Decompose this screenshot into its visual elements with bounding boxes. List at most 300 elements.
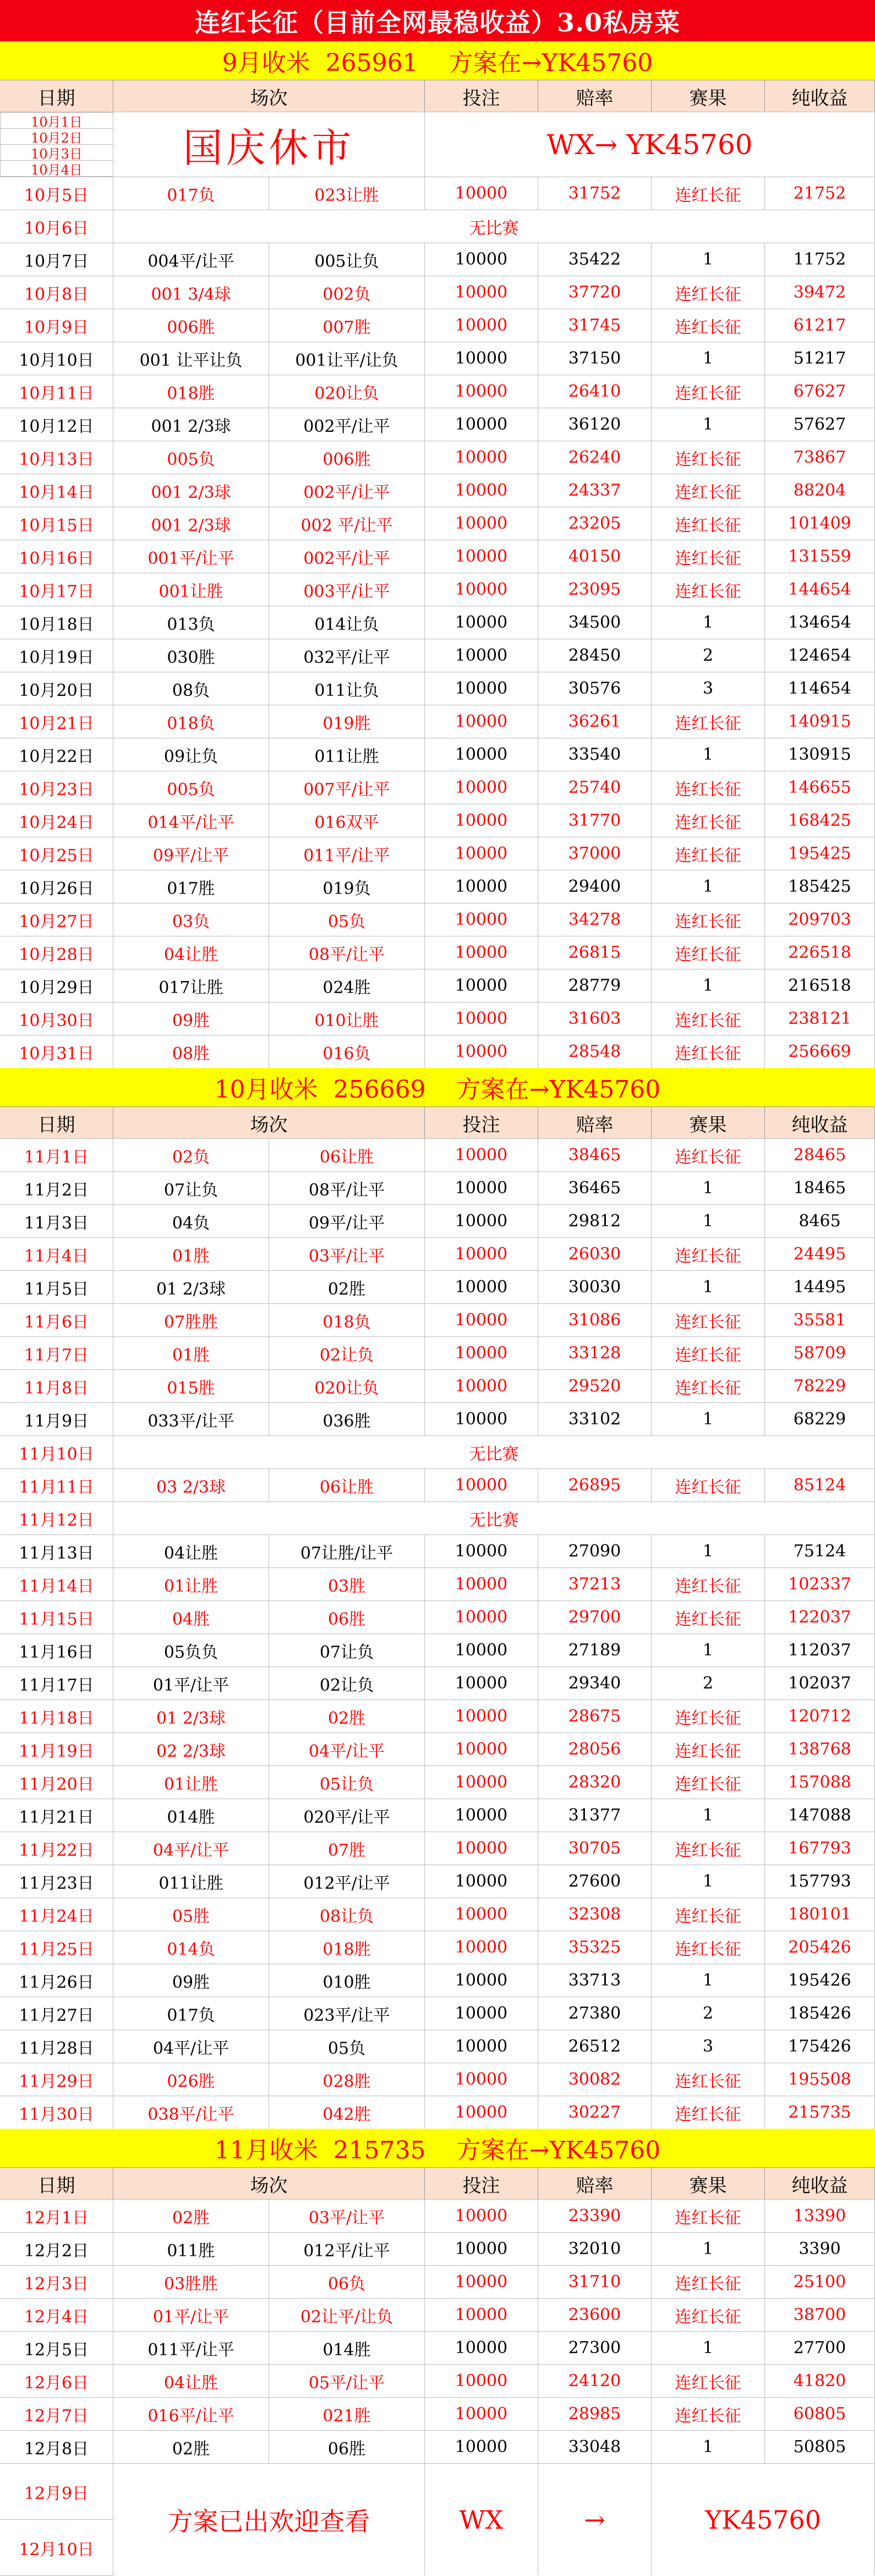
match-pick-1: 01 2/3球 — [113, 1271, 269, 1303]
row-profit: 167793 — [765, 1832, 875, 1865]
row-date: 11月29日 — [0, 2063, 113, 2096]
row-bet: 10000 — [425, 2299, 538, 2331]
row-date: 10月21日 — [0, 705, 113, 738]
match-pick-2: 001让平/让负 — [269, 342, 425, 375]
row-result: 连红长征 — [652, 1002, 765, 1035]
row-profit: 60805 — [765, 2398, 875, 2430]
row-profit: 140915 — [765, 705, 875, 738]
row-odds: 27300 — [538, 2332, 652, 2364]
match-pick-2: 016负 — [269, 1035, 425, 1068]
row-date: 10月7日 — [0, 243, 113, 276]
row-date: 11月25日 — [0, 1931, 113, 1964]
header-odds: 赔率 — [538, 80, 652, 112]
row-odds: 29700 — [538, 1601, 652, 1634]
match-pick-2: 032平/让平 — [269, 639, 425, 672]
row-date: 11月15日 — [0, 1601, 113, 1634]
row-profit: 35581 — [765, 1304, 875, 1336]
row-profit: 11752 — [765, 243, 875, 276]
match-pick-2: 011让负 — [269, 672, 425, 705]
row-odds: 31603 — [538, 1002, 652, 1035]
month-summary-text: 10月收米 256669 方案在→YK45760 — [214, 1076, 661, 1104]
row-result: 连红长征 — [652, 2063, 765, 2096]
row-bet: 10000 — [425, 1304, 538, 1336]
match-pick-1: 017让胜 — [113, 969, 269, 1002]
row-date: 10月9日 — [0, 309, 113, 342]
row-odds: 24120 — [538, 2365, 652, 2397]
table-row — [0, 1035, 875, 1068]
row-bet: 10000 — [425, 1535, 538, 1567]
row-bet: 10000 — [425, 1898, 538, 1931]
match-pick-1: 01让胜 — [113, 1766, 269, 1799]
footer-wx: WX — [425, 2464, 538, 2575]
row-odds: 31710 — [538, 2266, 652, 2298]
row-date: 10月28日 — [0, 936, 113, 969]
row-bet: 10000 — [425, 1205, 538, 1237]
row-result: 连红长征 — [652, 1238, 765, 1270]
row-bet: 10000 — [425, 2431, 538, 2463]
match-pick-1: 017胜 — [113, 870, 269, 903]
row-bet: 10000 — [425, 1634, 538, 1667]
row-profit: 134654 — [765, 606, 875, 639]
match-pick-2: 014胜 — [269, 2332, 425, 2364]
match-pick-1: 014负 — [113, 1931, 269, 1964]
row-odds: 23205 — [538, 507, 652, 540]
row-profit: 215735 — [765, 2096, 875, 2129]
row-result: 连红长征 — [652, 1337, 765, 1369]
row-bet: 10000 — [425, 1172, 538, 1204]
table-row — [0, 2199, 875, 2232]
match-pick-2: 05负 — [269, 903, 425, 936]
table-row — [0, 672, 875, 705]
row-profit: 144654 — [765, 573, 875, 606]
row-bet: 10000 — [425, 1799, 538, 1832]
row-bet: 10000 — [425, 837, 538, 870]
table-header — [0, 2167, 875, 2200]
row-date: 11月20日 — [0, 1766, 113, 1799]
row-result: 连红长征 — [652, 1035, 765, 1068]
table-row — [0, 903, 875, 936]
row-odds: 35325 — [538, 1931, 652, 1964]
table-row — [0, 375, 875, 408]
row-result: 连红长征 — [652, 507, 765, 540]
header-bet: 投注 — [425, 80, 538, 112]
match-pick-2: 028胜 — [269, 2063, 425, 2096]
holiday-date: 10月1日 — [0, 112, 113, 129]
row-profit: 195508 — [765, 2063, 875, 2096]
table-row — [0, 2030, 875, 2063]
row-result: 1 — [652, 1865, 765, 1898]
match-pick-2: 010让胜 — [269, 1002, 425, 1035]
row-date: 10月15日 — [0, 507, 113, 540]
row-result: 连红长征 — [652, 276, 765, 309]
row-bet: 10000 — [425, 2200, 538, 2232]
row-bet: 10000 — [425, 1370, 538, 1402]
row-odds: 28985 — [538, 2398, 652, 2430]
row-bet: 10000 — [425, 1469, 538, 1501]
row-odds: 25740 — [538, 771, 652, 804]
row-odds: 37000 — [538, 837, 652, 870]
table-row — [0, 2364, 875, 2397]
row-date: 11月16日 — [0, 1634, 113, 1667]
row-result: 连红长征 — [652, 2299, 765, 2331]
row-bet: 10000 — [425, 969, 538, 1002]
match-pick-1: 01胜 — [113, 1337, 269, 1369]
row-date: 11月10日 — [0, 1436, 113, 1468]
table-row — [0, 177, 875, 210]
match-pick-1: 018负 — [113, 705, 269, 738]
row-profit: 14495 — [765, 1271, 875, 1303]
row-profit: 24495 — [765, 1238, 875, 1270]
row-result: 3 — [652, 672, 765, 705]
table-row — [0, 2096, 875, 2129]
row-odds: 30030 — [538, 1271, 652, 1303]
row-profit: 112037 — [765, 1634, 875, 1667]
row-bet: 10000 — [425, 507, 538, 540]
row-profit: 195426 — [765, 1964, 875, 1997]
table-row — [0, 408, 875, 441]
row-result: 连红长征 — [652, 2200, 765, 2232]
table-row — [0, 1534, 875, 1567]
row-result: 连红长征 — [652, 1832, 765, 1865]
row-bet: 10000 — [425, 1832, 538, 1865]
row-bet: 10000 — [425, 474, 538, 507]
row-result: 连红长征 — [652, 1931, 765, 1964]
row-profit: 157793 — [765, 1865, 875, 1898]
match-pick-1: 017负 — [113, 1997, 269, 2030]
match-pick-1: 014胜 — [113, 1799, 269, 1832]
row-date: 11月12日 — [0, 1502, 113, 1534]
row-date: 11月8日 — [0, 1370, 113, 1402]
row-bet: 10000 — [425, 2063, 538, 2096]
row-odds: 30705 — [538, 1832, 652, 1865]
row-profit: 209703 — [765, 903, 875, 936]
row-odds: 33048 — [538, 2431, 652, 2463]
row-odds: 28675 — [538, 1700, 652, 1733]
row-bet: 10000 — [425, 2233, 538, 2265]
table-row — [0, 2232, 875, 2265]
row-odds: 33540 — [538, 738, 652, 771]
row-bet: 10000 — [425, 1931, 538, 1964]
row-result: 连红长征 — [652, 2096, 765, 2129]
row-profit: 130915 — [765, 738, 875, 771]
row-result: 1 — [652, 969, 765, 1002]
match-pick-1: 004平/让平 — [113, 243, 269, 276]
footer-date: 12月10日 — [0, 2520, 113, 2576]
table-row — [0, 969, 875, 1002]
header-match: 场次 — [113, 1107, 425, 1139]
row-date: 12月1日 — [0, 2200, 113, 2232]
row-result: 1 — [652, 2431, 765, 2463]
match-pick-1: 01平/让平 — [113, 2299, 269, 2331]
row-bet: 10000 — [425, 1002, 538, 1035]
row-profit: 238121 — [765, 1002, 875, 1035]
row-bet: 10000 — [425, 2096, 538, 2129]
match-pick-1: 02胜 — [113, 2431, 269, 2463]
match-pick-2: 02胜 — [269, 1700, 425, 1733]
table-row — [0, 573, 875, 606]
row-date: 12月7日 — [0, 2398, 113, 2430]
match-pick-1: 01胜 — [113, 1238, 269, 1270]
row-odds: 29340 — [538, 1667, 652, 1700]
row-profit: 57627 — [765, 408, 875, 441]
table-row — [0, 1931, 875, 1964]
no-match-cell: 无比赛 — [113, 210, 875, 243]
row-date: 10月13日 — [0, 441, 113, 474]
match-pick-2: 003平/让平 — [269, 573, 425, 606]
row-bet: 10000 — [425, 1964, 538, 1997]
row-profit: 101409 — [765, 507, 875, 540]
row-result: 1 — [652, 243, 765, 276]
match-pick-2: 04平/让平 — [269, 1733, 425, 1766]
row-bet: 10000 — [425, 2030, 538, 2063]
row-odds: 31086 — [538, 1304, 652, 1336]
table-row — [0, 606, 875, 639]
match-pick-1: 018胜 — [113, 375, 269, 408]
row-bet: 10000 — [425, 1700, 538, 1733]
header-result: 赛果 — [652, 1107, 765, 1139]
row-profit: 3390 — [765, 2233, 875, 2265]
match-pick-1: 014平/让平 — [113, 804, 269, 837]
holiday-title: 国庆休市 — [113, 112, 425, 177]
table-row — [0, 1733, 875, 1766]
table-row — [0, 1336, 875, 1369]
match-pick-2: 005让负 — [269, 243, 425, 276]
match-pick-2: 05平/让平 — [269, 2365, 425, 2397]
row-profit: 195425 — [765, 837, 875, 870]
row-result: 连红长征 — [652, 705, 765, 738]
row-profit: 168425 — [765, 804, 875, 837]
match-pick-2: 05负 — [269, 2030, 425, 2063]
match-pick-1: 015胜 — [113, 1370, 269, 1402]
row-profit: 146655 — [765, 771, 875, 804]
table-row — [0, 1270, 875, 1303]
table-row — [0, 1567, 875, 1601]
row-result: 连红长征 — [652, 771, 765, 804]
row-odds: 29520 — [538, 1370, 652, 1402]
row-result: 1 — [652, 2233, 765, 2265]
table-row — [0, 1204, 875, 1237]
row-result: 1 — [652, 1271, 765, 1303]
table-row — [0, 837, 875, 870]
row-date: 10月30日 — [0, 1002, 113, 1035]
header-date: 日期 — [0, 80, 113, 112]
row-bet: 10000 — [425, 2332, 538, 2364]
match-pick-2: 018胜 — [269, 1931, 425, 1964]
row-result: 连红长征 — [652, 2266, 765, 2298]
row-date: 10月8日 — [0, 276, 113, 309]
row-date: 12月3日 — [0, 2266, 113, 2298]
row-bet: 10000 — [425, 705, 538, 738]
match-pick-1: 001 2/3球 — [113, 408, 269, 441]
table-row — [0, 705, 875, 738]
table-row — [0, 1237, 875, 1270]
row-profit: 67627 — [765, 375, 875, 408]
row-profit: 226518 — [765, 936, 875, 969]
header-match: 场次 — [113, 80, 425, 112]
row-profit: 39472 — [765, 276, 875, 309]
row-bet: 10000 — [425, 903, 538, 936]
row-odds: 35422 — [538, 243, 652, 276]
table-row — [0, 804, 875, 837]
match-pick-1: 016平/让平 — [113, 2398, 269, 2430]
header-bet: 投注 — [425, 1107, 538, 1139]
header-profit: 纯收益 — [765, 2168, 875, 2200]
row-odds: 36261 — [538, 705, 652, 738]
match-pick-1: 001 2/3球 — [113, 507, 269, 540]
header-bet: 投注 — [425, 2168, 538, 2200]
match-pick-1: 03 2/3球 — [113, 1469, 269, 1501]
match-pick-1: 04负 — [113, 1205, 269, 1237]
match-pick-2: 012平/让平 — [269, 2233, 425, 2265]
row-result: 1 — [652, 870, 765, 903]
row-bet: 10000 — [425, 1568, 538, 1601]
match-pick-1: 01平/让平 — [113, 1667, 269, 1700]
row-bet: 10000 — [425, 1035, 538, 1068]
match-pick-1: 011让胜 — [113, 1865, 269, 1898]
row-result: 连红长征 — [652, 1766, 765, 1799]
row-result: 3 — [652, 2030, 765, 2063]
row-date: 11月26日 — [0, 1964, 113, 1997]
row-date: 10月6日 — [0, 210, 113, 243]
row-odds: 28548 — [538, 1035, 652, 1068]
match-pick-2: 016双平 — [269, 804, 425, 837]
row-date: 11月14日 — [0, 1568, 113, 1601]
header-date: 日期 — [0, 2168, 113, 2200]
row-result: 连红长征 — [652, 1700, 765, 1733]
match-pick-2: 019胜 — [269, 705, 425, 738]
row-date: 11月9日 — [0, 1403, 113, 1435]
row-bet: 10000 — [425, 375, 538, 408]
match-pick-2: 06负 — [269, 2266, 425, 2298]
row-result: 连红长征 — [652, 1139, 765, 1171]
table-row — [0, 1898, 875, 1931]
table-row — [0, 2331, 875, 2364]
row-result: 连红长征 — [652, 1733, 765, 1766]
table-row — [0, 1501, 875, 1534]
match-pick-1: 09平/让平 — [113, 837, 269, 870]
row-profit: 102037 — [765, 1667, 875, 1700]
match-pick-1: 09让负 — [113, 738, 269, 771]
match-pick-2: 007胜 — [269, 309, 425, 342]
row-odds: 29812 — [538, 1205, 652, 1237]
match-pick-2: 018负 — [269, 1304, 425, 1336]
row-date: 11月7日 — [0, 1337, 113, 1369]
row-date: 12月4日 — [0, 2299, 113, 2331]
row-bet: 10000 — [425, 1733, 538, 1766]
row-date: 11月5日 — [0, 1271, 113, 1303]
row-date: 10月31日 — [0, 1035, 113, 1068]
match-pick-1: 07胜胜 — [113, 1304, 269, 1336]
row-result: 1 — [652, 2332, 765, 2364]
match-pick-1: 001 3/4球 — [113, 276, 269, 309]
match-pick-1: 02胜 — [113, 2200, 269, 2232]
table-row — [0, 1832, 875, 1865]
row-result: 连红长征 — [652, 837, 765, 870]
row-odds: 27380 — [538, 1997, 652, 2030]
table-row — [0, 1601, 875, 1634]
row-odds: 36465 — [538, 1172, 652, 1204]
row-bet: 10000 — [425, 606, 538, 639]
footer-block — [0, 2463, 875, 2575]
row-profit: 27700 — [765, 2332, 875, 2364]
match-pick-1: 011平/让平 — [113, 2332, 269, 2364]
match-pick-1: 033平/让平 — [113, 1403, 269, 1435]
row-bet: 10000 — [425, 1865, 538, 1898]
match-pick-2: 02让负 — [269, 1667, 425, 1700]
row-odds: 37213 — [538, 1568, 652, 1601]
match-pick-1: 017负 — [113, 177, 269, 210]
match-pick-1: 04平/让平 — [113, 2030, 269, 2063]
row-odds: 33713 — [538, 1964, 652, 1997]
row-bet: 10000 — [425, 1997, 538, 2030]
match-pick-1: 09胜 — [113, 1964, 269, 1997]
match-pick-1: 03负 — [113, 903, 269, 936]
table-row — [0, 243, 875, 276]
row-result: 连红长征 — [652, 375, 765, 408]
row-profit: 73867 — [765, 441, 875, 474]
match-pick-1: 038平/让平 — [113, 2096, 269, 2129]
row-date: 10月14日 — [0, 474, 113, 507]
row-bet: 10000 — [425, 936, 538, 969]
row-date: 10月22日 — [0, 738, 113, 771]
month-summary-bar — [0, 2129, 875, 2168]
match-pick-2: 007平/让平 — [269, 771, 425, 804]
row-profit: 58709 — [765, 1337, 875, 1369]
row-result: 连红长征 — [652, 309, 765, 342]
row-profit: 13390 — [765, 2200, 875, 2232]
row-odds: 23390 — [538, 2200, 652, 2232]
table-header — [0, 80, 875, 112]
table-row — [0, 1766, 875, 1799]
match-pick-1: 01 2/3球 — [113, 1700, 269, 1733]
match-pick-1: 04让胜 — [113, 936, 269, 969]
row-profit: 124654 — [765, 639, 875, 672]
row-odds: 27189 — [538, 1634, 652, 1667]
table-row — [0, 1435, 875, 1468]
row-result: 1 — [652, 408, 765, 441]
row-date: 12月2日 — [0, 2233, 113, 2265]
table-row — [0, 639, 875, 672]
table-row — [0, 1799, 875, 1832]
row-odds: 36120 — [538, 408, 652, 441]
match-pick-2: 03胜 — [269, 1568, 425, 1601]
match-pick-1: 005负 — [113, 771, 269, 804]
row-date: 11月27日 — [0, 1997, 113, 2030]
holiday-date: 10月3日 — [0, 144, 113, 161]
row-odds: 28779 — [538, 969, 652, 1002]
match-pick-1: 07让负 — [113, 1172, 269, 1204]
match-pick-2: 011平/让平 — [269, 837, 425, 870]
table-row — [0, 2430, 875, 2463]
holiday-date: 10月2日 — [0, 128, 113, 145]
arrow-icon: → — [538, 2464, 652, 2575]
match-pick-2: 020让负 — [269, 1370, 425, 1402]
row-date: 11月4日 — [0, 1238, 113, 1270]
row-profit: 138768 — [765, 1733, 875, 1766]
table-row — [0, 2265, 875, 2298]
match-pick-1: 03胜胜 — [113, 2266, 269, 2298]
table-row — [0, 342, 875, 375]
row-result: 1 — [652, 342, 765, 375]
match-pick-1: 05胜 — [113, 1898, 269, 1931]
row-bet: 10000 — [425, 639, 538, 672]
row-odds: 34500 — [538, 606, 652, 639]
match-pick-2: 06胜 — [269, 2431, 425, 2463]
table-row — [0, 738, 875, 771]
row-result: 1 — [652, 606, 765, 639]
holiday-date: 10月4日 — [0, 160, 113, 177]
row-bet: 10000 — [425, 1601, 538, 1634]
